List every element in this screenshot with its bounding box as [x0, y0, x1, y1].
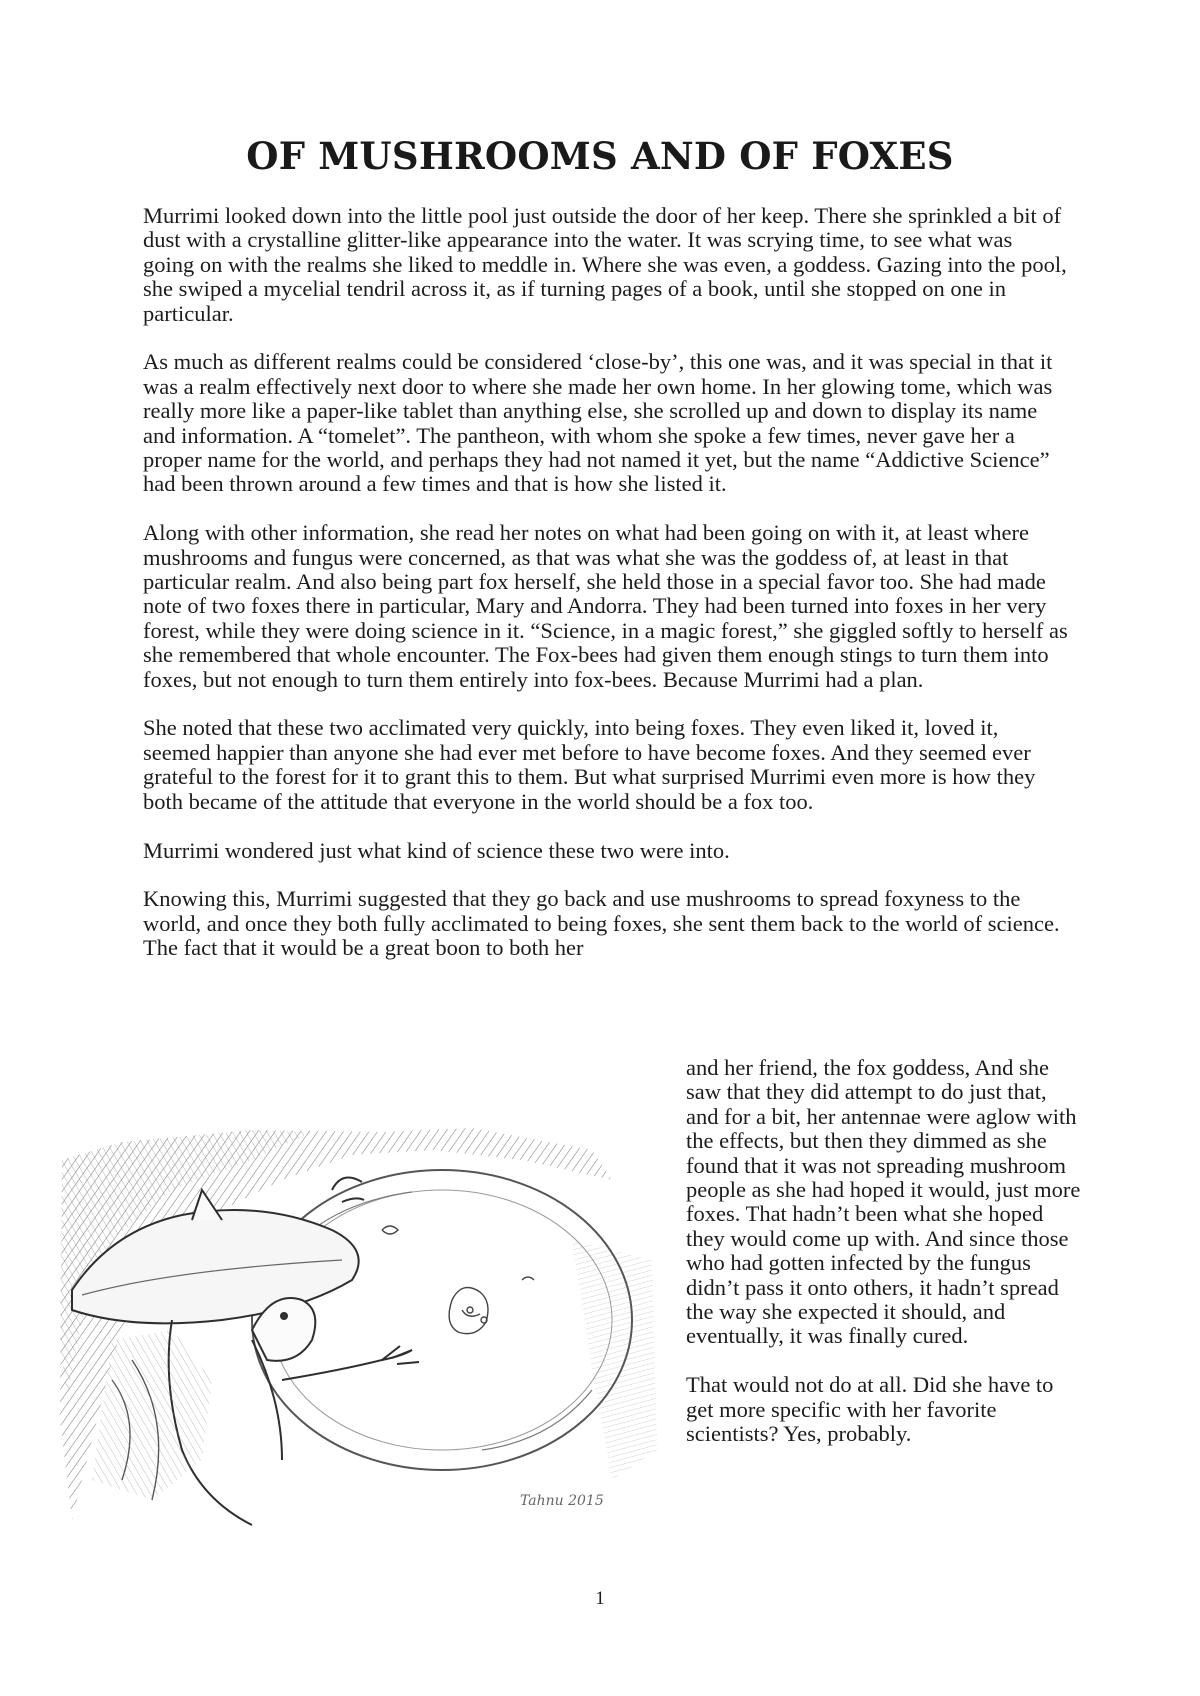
paragraph: Along with other information, she read her notes on what had been going on with it, at least where mushrooms and fungus were concerned, as that was what she was the goddess of, at least in that particular realm. And also being part fox herself, she held those in a special favor too. She had made note of two foxes there in particular, Mary and Andorra. They had been turned into foxes in her very forest, while they were doing science in it. “Science, in a magic forest,” she giggled softly to herself as she remembered that whole encounter. The Fox-bees had given them enough stings to turn them into foxes, but not enough to turn them entirely into fox-bees. Because Murrimi had a plan.	[143, 520, 1068, 692]
main-text	[143, 204, 1068, 961]
paragraph: and her friend, the fox goddess, And she saw that they did attempt to do just that, and for a bit, her antennae were aglow with the effects, but then they dimmed as she found that it was not spreading mushroom people as she had hoped it would, just more foxes. That hadn’t been what she hoped they would come up with. And since those who had gotten infected by the fungus didn’t pass it onto others, it hadn’t spread the way she expected it should, and eventually, it was finally cured.	[686, 1055, 1081, 1349]
paragraph: Murrimi wondered just what kind of science these two were into.	[143, 837, 730, 863]
page-title: OF MUSHROOMS AND OF FOXES	[246, 134, 954, 178]
scry-image	[382, 1226, 534, 1334]
page-number: 1	[595, 1588, 605, 1609]
paragraph: She noted that these two acclimated very quickly, into being foxes. They even liked it, loved it, seemed happier than anyone she had ever met before to have become foxes. And they seemed ever grateful to the forest for it to grant this to them. But what surprised Murrimi even more is how they both became of the attitude that everyone in the world should be a fox too.	[143, 715, 1036, 814]
paragraph: Murrimi looked down into the little pool just outside the door of her keep. There she sprinkled a bit of dust with a crystalline glitter-like appearance into the water. It was scrying time, to see what was going on with the realms she liked to meddle in. Where she was even, a goddess. Gazing into the pool, she swiped a mycelial tendril across it, as if turning pages of a book, until she stopped on one in particular.	[143, 203, 1067, 326]
artist-signature: Tahnu 2015	[520, 1493, 604, 1509]
pencil-illustration	[52, 1120, 662, 1530]
paragraph: Knowing this, Murrimi suggested that they go back and use mushrooms to spread foxyness to the world, and once they both fully acclimated to being foxes, she sent them back to the world of science. The fact that it would be a great boon to both her	[143, 886, 1060, 961]
side-column-text	[686, 1056, 1081, 1471]
paragraph: That would not do at all. Did she have to get more specific with her favorite scientists? Yes, probably.	[686, 1372, 1054, 1447]
paragraph: As much as different realms could be considered ‘close-by’, this one was, and it was special in that it was a realm effectively next door to where she made her own home. In her glowing tome, which was really more like a paper-like tablet than anything else, she scrolled up and down to display its name and information. A “tomelet”. The pantheon, with whom she spoke a few times, never gave her a proper name for the world, and perhaps they had not named it yet, but the name “Addictive Science” had been thrown around a few times and that is how she listed it.	[143, 349, 1053, 497]
